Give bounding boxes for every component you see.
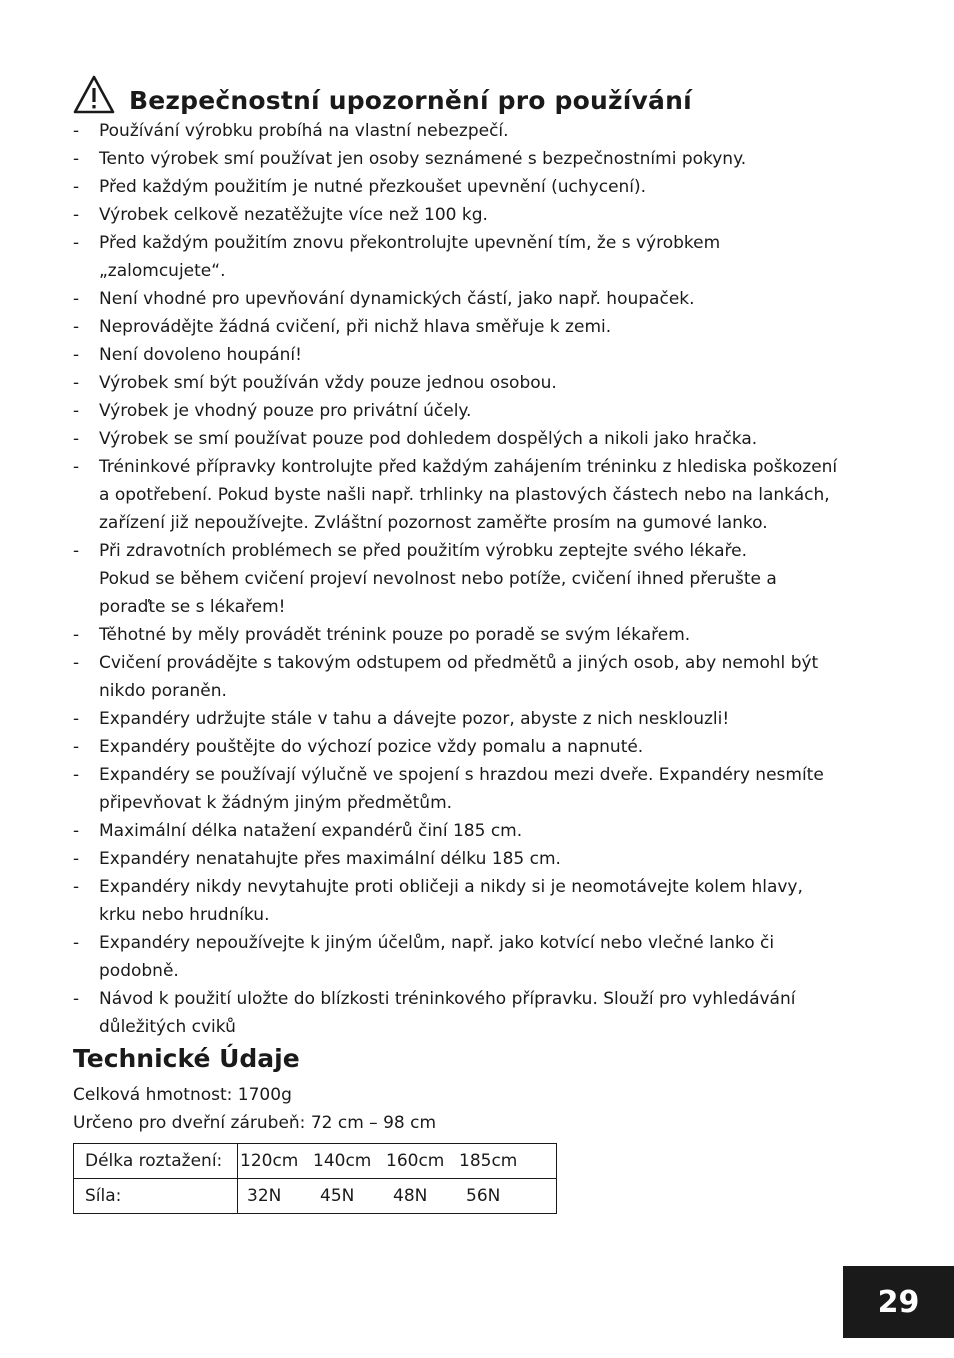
page-number: 29 — [843, 1266, 954, 1338]
bullet-dash: - — [73, 653, 80, 673]
list-item — [73, 313, 893, 341]
list-item — [73, 845, 893, 873]
technical-title: Technické Údaje — [73, 1044, 300, 1073]
length-value: 120cm — [240, 1151, 299, 1171]
bullet-dash: - — [73, 709, 80, 729]
bullet-dash: - — [73, 401, 80, 421]
safety-list — [73, 117, 893, 1041]
list-item-text: Expandéry se používají výlučně ve spojení s hrazdou mezi dveře. Expandéry nesmíte připevňovat k žádným jiným předmětům. — [99, 765, 824, 813]
bullet-dash: - — [73, 149, 80, 169]
list-item — [73, 453, 893, 537]
list-item — [73, 173, 893, 201]
list-item-text: Expandéry udržujte stále v tahu a dávejte pozor, abyste z nich nesklouzli! — [99, 709, 730, 729]
list-item — [73, 229, 893, 285]
safety-heading — [73, 72, 913, 118]
list-item — [73, 817, 893, 845]
force-value: 48N — [393, 1186, 428, 1206]
safety-title: Bezpečnostní upozornění pro používání — [129, 85, 692, 115]
list-item — [73, 145, 893, 173]
bullet-dash: - — [73, 121, 80, 141]
list-item — [73, 985, 893, 1041]
bullet-dash: - — [73, 345, 80, 365]
list-item — [73, 649, 893, 705]
list-item — [73, 929, 893, 985]
bullet-dash: - — [73, 429, 80, 449]
list-item — [73, 761, 893, 817]
length-values — [238, 1144, 557, 1179]
bullet-dash: - — [73, 233, 80, 253]
list-item-text: Neprovádějte žádná cvičení, při nichž hlava směřuje k zemi. — [99, 317, 612, 337]
list-item-text: Cvičení provádějte s takovým odstupem od předmětů a jiných osob, aby nemohl být nikdo poraněn. — [99, 653, 819, 701]
list-item-text: Výrobek smí být používán vždy pouze jednou osobou. — [99, 373, 557, 393]
bullet-dash: - — [73, 765, 80, 785]
bullet-dash: - — [73, 933, 80, 953]
list-item — [73, 425, 893, 453]
bullet-dash: - — [73, 989, 80, 1009]
bullet-dash: - — [73, 877, 80, 897]
list-item-text: Tréninkové přípravky kontrolujte před každým zahájením tréninku z hlediska poškození a opotřebení. Pokud byste našli např. trhlinky na plastových částech nebo na lankách, zařízení již nepoužívejte. Zvláštní pozornost zaměřte prosím na gumové lanko. — [99, 457, 838, 533]
list-item-text: Těhotné by měly provádět trénink pouze po poradě se svým lékařem. — [99, 625, 691, 645]
list-item — [73, 397, 893, 425]
bullet-dash: - — [73, 541, 80, 561]
list-item-text: Výrobek celkově nezatěžujte více než 100 kg. — [99, 205, 488, 225]
list-item — [73, 621, 893, 649]
bullet-dash: - — [73, 625, 80, 645]
list-item-text: Před každým použitím je nutné přezkoušet upevnění (uchycení). — [99, 177, 647, 197]
list-item — [73, 341, 893, 369]
table-row-force — [74, 1179, 557, 1214]
bullet-dash: - — [73, 205, 80, 225]
list-item-text: Při zdravotních problémech se před použitím výrobku zeptejte svého lékaře. Pokud se během cvičení projeví nevolnost nebo potíže, cvičení ihned přerušte a poraďte se s lékařem! — [99, 541, 777, 617]
list-item-text: Není dovoleno houpání! — [99, 345, 302, 365]
bullet-dash: - — [73, 737, 80, 757]
list-item-text: Expandéry nepoužívejte k jiným účelům, např. jako kotvící nebo vlečné lanko či podobně. — [99, 933, 775, 981]
force-value: 56N — [466, 1186, 501, 1206]
force-value: 45N — [320, 1186, 355, 1206]
list-item — [73, 873, 893, 929]
list-item-text: Tento výrobek smí používat jen osoby seznámené s bezpečnostními pokyny. — [99, 149, 747, 169]
list-item — [73, 369, 893, 397]
length-label: Délka roztažení: — [74, 1144, 238, 1179]
warning-triangle-icon — [73, 75, 115, 115]
list-item-text: Výrobek se smí používat pouze pod dohledem dospělých a nikoli jako hračka. — [99, 429, 758, 449]
total-weight: Celková hmotnost: 1700g — [73, 1085, 292, 1105]
bullet-dash: - — [73, 177, 80, 197]
list-item — [73, 705, 893, 733]
bullet-dash: - — [73, 849, 80, 869]
bullet-dash: - — [73, 457, 80, 477]
list-item — [73, 117, 893, 145]
list-item — [73, 201, 893, 229]
bullet-dash: - — [73, 317, 80, 337]
force-label: Síla: — [74, 1179, 238, 1214]
list-item-text: Maximální délka natažení expandérů činí 185 cm. — [99, 821, 523, 841]
list-item-text: Návod k použití uložte do blízkosti tréninkového přípravku. Slouží pro vyhledávání důležitých cviků — [99, 989, 796, 1037]
force-values — [238, 1179, 557, 1214]
list-item — [73, 285, 893, 313]
list-item-text: Expandéry nikdy nevytahujte proti obličeji a nikdy si je neomotávejte kolem hlavy, krku nebo hrudníku. — [99, 877, 803, 925]
list-item-text: Výrobek je vhodný pouze pro privátní účely. — [99, 401, 472, 421]
length-value: 160cm — [386, 1151, 445, 1171]
length-value: 185cm — [459, 1151, 518, 1171]
list-item-text: Expandéry nenatahujte přes maximální délku 185 cm. — [99, 849, 561, 869]
bullet-dash: - — [73, 289, 80, 309]
specs-table — [73, 1143, 557, 1214]
list-item-text: Není vhodné pro upevňování dynamických částí, jako např. houpaček. — [99, 289, 695, 309]
bullet-dash: - — [73, 373, 80, 393]
list-item-text: Používání výrobku probíhá na vlastní nebezpečí. — [99, 121, 509, 141]
length-value: 140cm — [313, 1151, 372, 1171]
bullet-dash: - — [73, 821, 80, 841]
list-item — [73, 537, 893, 621]
list-item-text: Před každým použitím znovu překontrolujte upevnění tím, že s výrobkem „zalomcujete“. — [99, 233, 721, 281]
table-row-length — [74, 1144, 557, 1179]
door-frame-range: Určeno pro dveřní zárubeň: 72 cm – 98 cm — [73, 1113, 437, 1133]
list-item-text: Expandéry pouštějte do výchozí pozice vždy pomalu a napnuté. — [99, 737, 644, 757]
list-item — [73, 733, 893, 761]
force-value: 32N — [247, 1186, 282, 1206]
